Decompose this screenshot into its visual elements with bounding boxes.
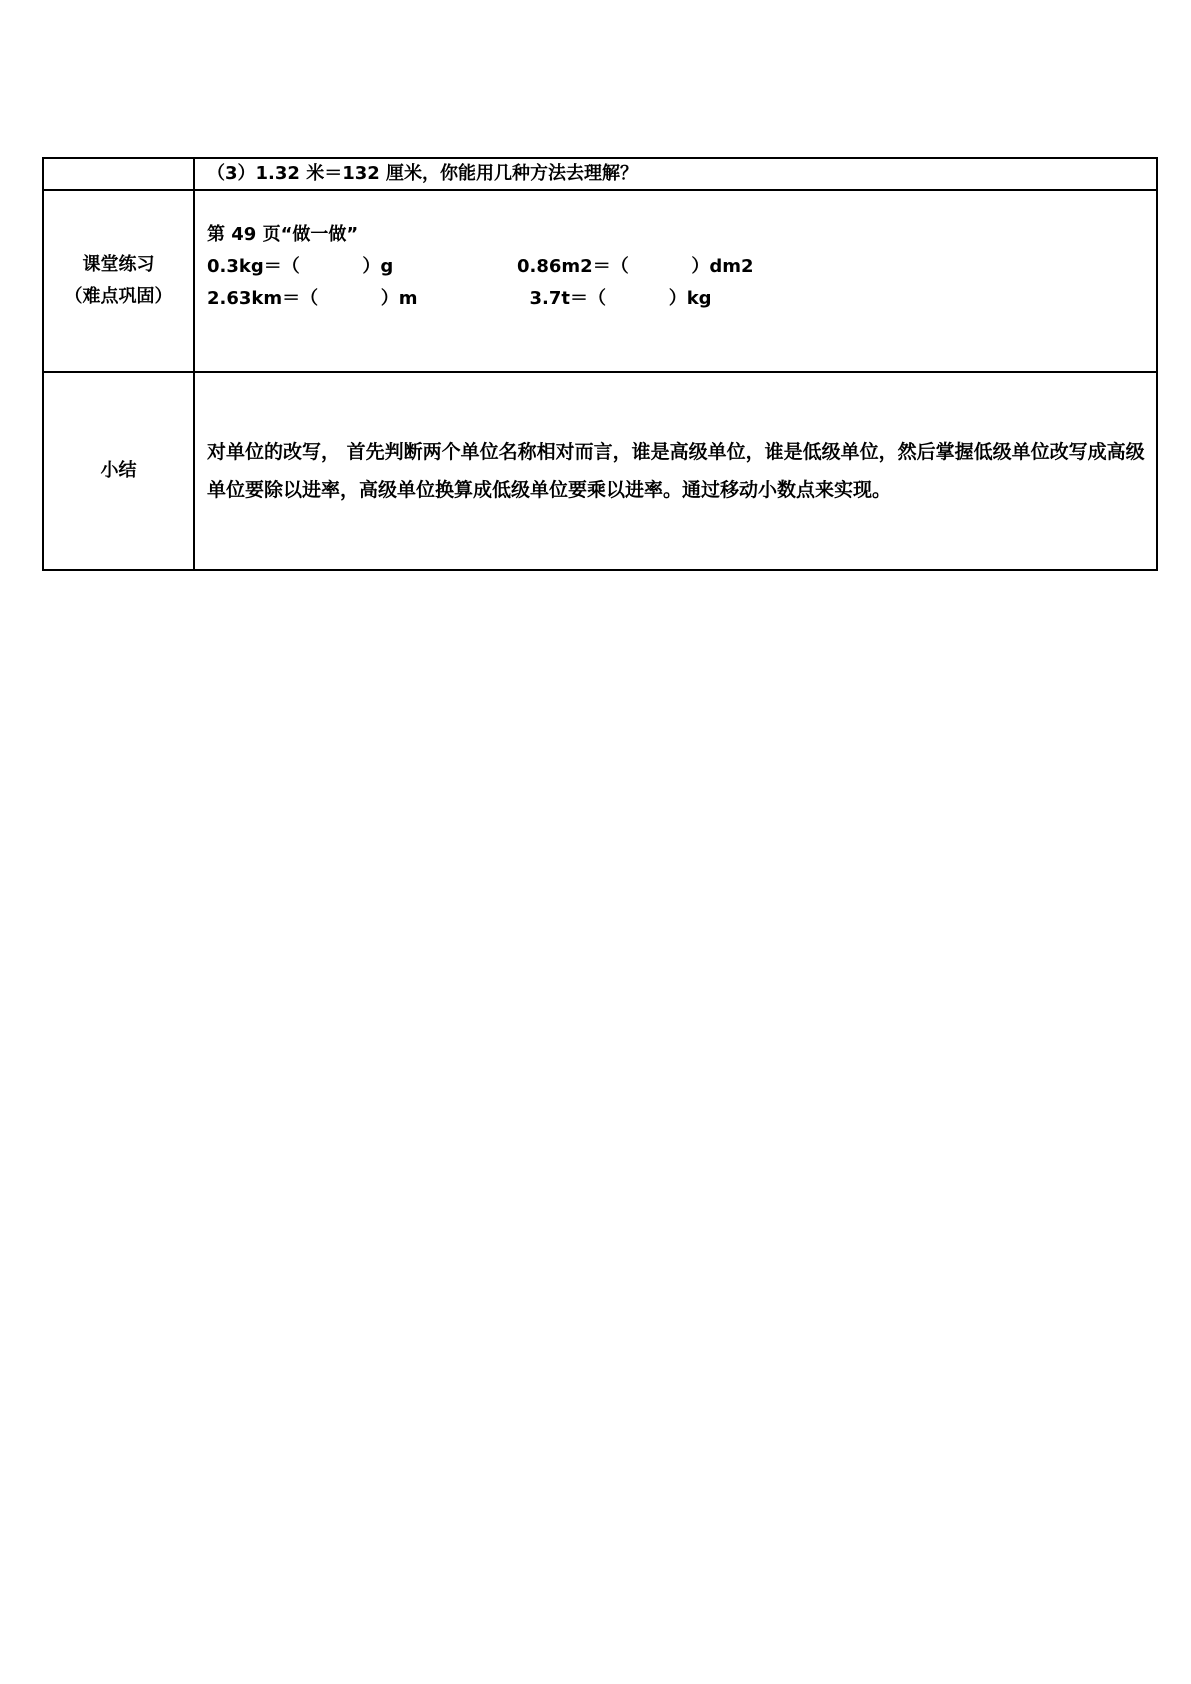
practice-row [43, 190, 1157, 372]
practice-label-cell [43, 190, 194, 372]
summary-text: 对单位的改写， 首先判断两个单位名称相对而言，谁是高级单位，谁是低级单位，然后掌握低级单位改写成高级单位要除以进率，高级单位换算成低级单位要乘以进率。通过移动小数点来实现。 [207, 441, 1145, 501]
exercise-line-2 [207, 283, 1156, 315]
summary-row [43, 372, 1157, 570]
exercise-line-1 [207, 251, 1156, 283]
practice-block [207, 191, 1156, 315]
practice-label-title: 课堂练习 [82, 254, 155, 275]
summary-label: 小结 [43, 372, 194, 570]
question-text: （3）1.32 米＝132 厘米，你能用几种方法去理解？ [194, 158, 1157, 190]
practice-label-subtitle: （难点巩固） [64, 286, 173, 307]
exercise-kg-to-g: 0.3kg＝（ ）g [207, 256, 394, 277]
exercise-m2-to-dm2: 0.86m2＝（ ）dm2 [517, 256, 754, 277]
question-row [43, 158, 1157, 190]
practice-content-cell [194, 190, 1157, 372]
summary-content-cell [194, 372, 1157, 570]
exercise-km-to-m: 2.63km＝（ ）m [207, 288, 418, 309]
practice-heading: 第 49 页“做一做” [207, 224, 359, 245]
question-label-cell [43, 158, 194, 190]
exercise-t-to-kg: 3.7t＝（ ）kg [517, 288, 712, 309]
lesson-plan-table [42, 157, 1158, 571]
